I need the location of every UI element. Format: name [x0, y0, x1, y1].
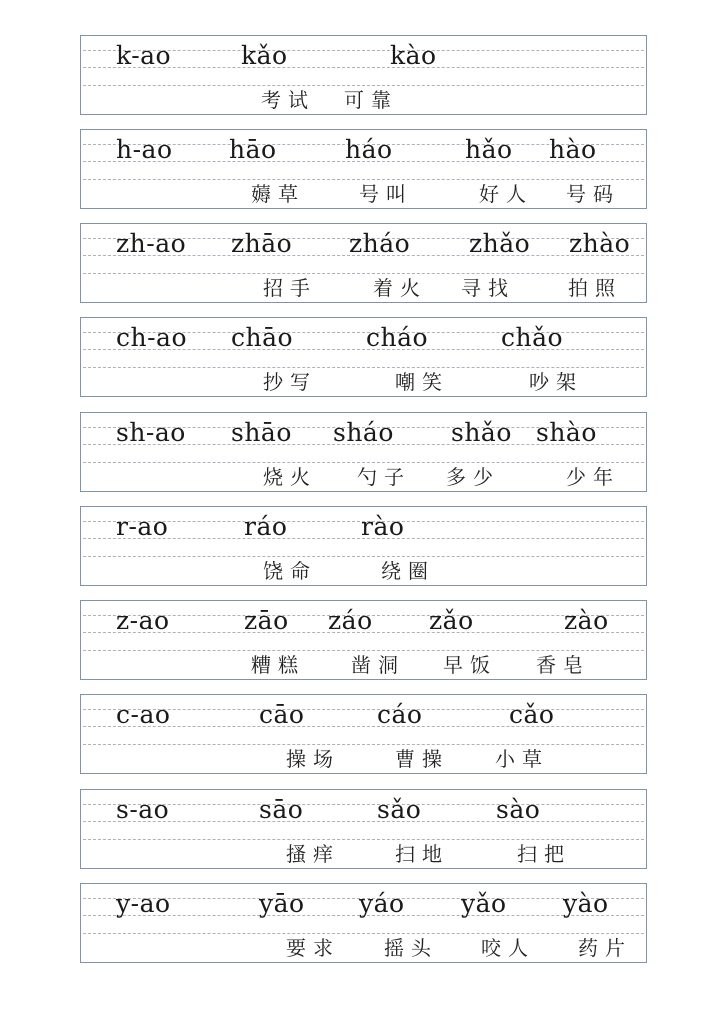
word-example: 号叫: [359, 182, 413, 206]
pinyin-tone: zháo: [349, 229, 411, 258]
word-example: 凿洞: [351, 653, 405, 677]
word-example: 着火: [373, 276, 427, 300]
syllable-label: sh-ao: [116, 418, 186, 447]
word-example: 要求: [286, 936, 340, 960]
syllable-label: y-ao: [116, 889, 171, 918]
pinyin-tone: zào: [564, 606, 609, 635]
word-example: 小草: [495, 747, 549, 771]
pinyin-card: [80, 600, 647, 680]
pinyin-tone: hào: [549, 135, 597, 164]
syllable-label: r-ao: [116, 512, 169, 541]
pinyin-tone: cāo: [259, 700, 305, 729]
syllable-label: zh-ao: [116, 229, 187, 258]
pinyin-tone: hǎo: [465, 135, 513, 164]
pinyin-tone: shào: [536, 418, 597, 447]
word-example: 搔痒: [286, 842, 340, 866]
guide-line: [83, 273, 644, 274]
syllable-label: h-ao: [116, 135, 173, 164]
word-example: 吵架: [529, 370, 583, 394]
pinyin-tone: hāo: [229, 135, 277, 164]
word-example: 绕圈: [381, 559, 435, 583]
word-example: 好人: [479, 182, 533, 206]
word-example: 药片: [578, 936, 632, 960]
guide-line: [83, 179, 644, 180]
pinyin-tone: sǎo: [377, 795, 422, 824]
syllable-label: z-ao: [116, 606, 170, 635]
word-example: 饶命: [263, 559, 317, 583]
pinyin-tone: zhāo: [231, 229, 293, 258]
word-example: 摇头: [384, 936, 438, 960]
word-example: 招手: [263, 276, 317, 300]
pinyin-tone: cáo: [377, 700, 423, 729]
pinyin-tone: háo: [345, 135, 393, 164]
pinyin-tone: zǎo: [429, 606, 474, 635]
pinyin-card: [80, 789, 647, 869]
word-example: 号码: [566, 182, 620, 206]
pinyin-tone: sháo: [333, 418, 394, 447]
pinyin-tone: sāo: [259, 795, 304, 824]
word-example: 扫把: [517, 842, 571, 866]
pinyin-card: [80, 412, 647, 492]
pinyin-tone: ráo: [244, 512, 288, 541]
word-example: 曹操: [395, 747, 449, 771]
pinyin-card: [80, 317, 647, 397]
guide-line: [83, 650, 644, 651]
pinyin-tone: zhào: [569, 229, 631, 258]
word-example: 拍照: [568, 276, 622, 300]
pinyin-card: [80, 506, 647, 586]
pinyin-tone: yāo: [259, 889, 305, 918]
word-example: 勺子: [357, 465, 411, 489]
pinyin-card: [80, 35, 647, 115]
word-example: 香皂: [536, 653, 590, 677]
pinyin-card: [80, 883, 647, 963]
word-example: 扫地: [395, 842, 449, 866]
word-example: 多少: [446, 465, 500, 489]
pinyin-card: [80, 129, 647, 209]
pinyin-tone: cǎo: [509, 700, 555, 729]
guide-line: [83, 462, 644, 463]
word-example: 寻找: [461, 276, 515, 300]
word-example: 少年: [566, 465, 620, 489]
pinyin-tone: yáo: [359, 889, 405, 918]
pinyin-tone: kào: [390, 41, 437, 70]
pinyin-card: [80, 694, 647, 774]
guide-line: [83, 744, 644, 745]
word-example: 咬人: [481, 936, 535, 960]
pinyin-tone: shāo: [231, 418, 292, 447]
pinyin-tone: kǎo: [241, 41, 288, 70]
pinyin-tone: chāo: [231, 323, 294, 352]
word-example: 早饭: [443, 653, 497, 677]
guide-line: [83, 556, 644, 557]
pinyin-tone: zhǎo: [469, 229, 531, 258]
pinyin-tone: cháo: [366, 323, 429, 352]
pinyin-tone: shǎo: [451, 418, 512, 447]
guide-line: [83, 933, 644, 934]
pinyin-tone: yǎo: [461, 889, 507, 918]
pinyin-tone: sào: [496, 795, 541, 824]
word-example: 操场: [286, 747, 340, 771]
syllable-label: c-ao: [116, 700, 171, 729]
guide-line: [83, 367, 644, 368]
syllable-label: ch-ao: [116, 323, 188, 352]
guide-line: [83, 85, 644, 86]
pinyin-tone: yào: [563, 889, 609, 918]
pinyin-tone: zāo: [244, 606, 289, 635]
word-example: 薅草: [251, 182, 305, 206]
syllable-label: k-ao: [116, 41, 172, 70]
syllable-label: s-ao: [116, 795, 170, 824]
word-example: 考试: [261, 88, 315, 112]
word-example: 烧火: [263, 465, 317, 489]
word-example: 嘲笑: [395, 370, 449, 394]
word-example: 可靠: [344, 88, 398, 112]
pinyin-card: [80, 223, 647, 303]
pinyin-tone: záo: [328, 606, 373, 635]
pinyin-tone: rào: [361, 512, 405, 541]
guide-line: [83, 839, 644, 840]
pinyin-tone: chǎo: [501, 323, 564, 352]
word-example: 抄写: [263, 370, 317, 394]
word-example: 糟糕: [251, 653, 305, 677]
